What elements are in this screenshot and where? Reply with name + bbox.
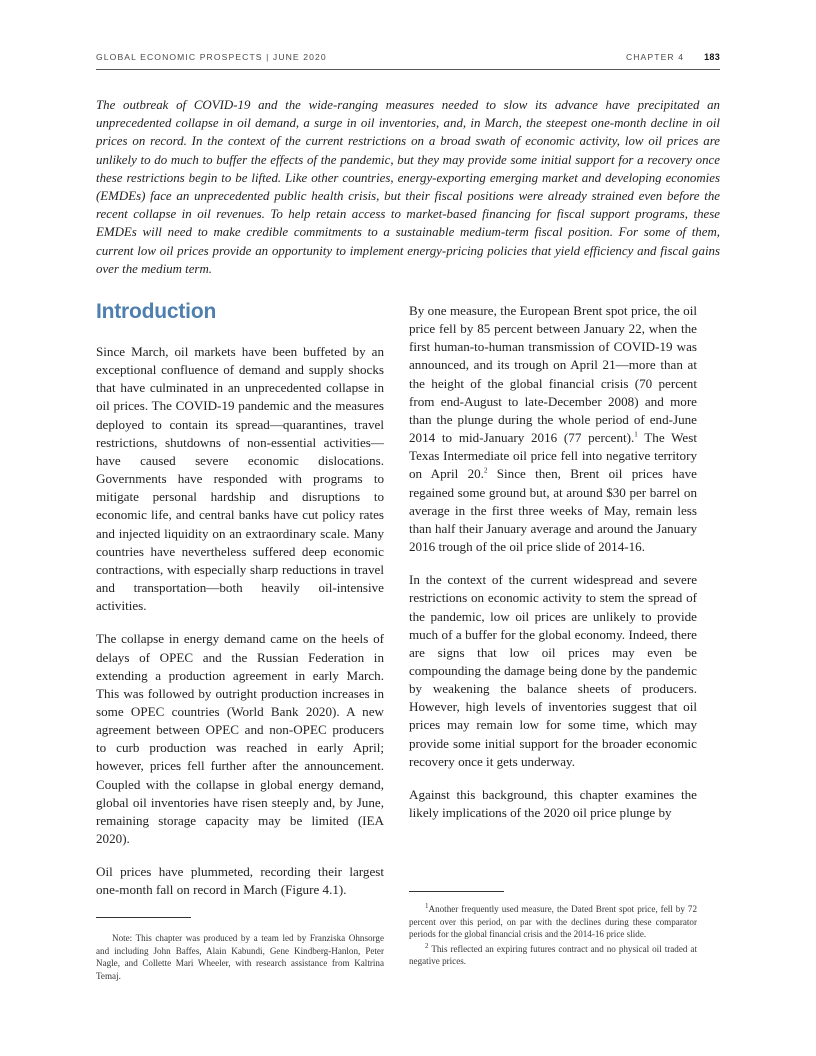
paragraph-text: By one measure, the European Brent spot price, the oil price fell by 85 percent between January 22, when the first human-to-human transmission of COVID-19 was announced, and its trough on April 21—more than at the height of the global financial crisis (70 percent from end-August to late-December 2008) and more than the plunge during the whole period of end-June 2014 to mid-January 2016 (77 percent). [409,303,697,446]
footnote-2 [409,943,697,968]
footnote-1 [409,903,697,941]
footnote-ref-2: 2 [483,467,488,476]
left-column [96,298,384,915]
footnote-mark: 2 [425,941,429,950]
body-paragraph [409,302,697,556]
body-paragraph: Against this background, this chapter examines the likely implications of the 2020 oil price plunge by [409,786,697,821]
body-paragraph: Oil prices have plummeted, recording their largest one-month fall on record in March (Figure 4.1). [96,864,384,898]
running-header-title: GLOBAL ECONOMIC PROSPECTS | JUNE 2020 [96,52,327,62]
running-header-right [626,52,720,62]
paragraph-text: The West Texas Intermediate oil price fell into negative territory on April 20. [409,430,697,482]
footnote-text: Another frequently used measure, the Dated Brent spot price, fell by 72 percent over this period, on par with the declines during these comparator periods for the global financial crisis and the 2014-16 price slide. [409,904,697,940]
footnote-rule [409,891,504,892]
paragraph-text: Since then, Brent oil prices have regained some ground but, at around $30 per barrel on average in the first three weeks of May, remain less than half their January average and around the January 2016 trough of the oil price slide of 2014-16. [409,466,697,555]
body-paragraph: In the context of the current widespread and severe restrictions on economic activity to stem the spread of the pandemic, low oil prices are unlikely to provide much of a buffer for the global economy. Indeed, there are signs that low oil prices may even be compounding the damage being done by the pandemic by weakening the balance sheets of producers. However, high levels of inventories suggest that oil prices may remain low for some time, which may provide some initial support for the broader economic recovery once it gets underway. [409,572,697,769]
note-text: Note: This chapter was produced by a team led by Franziska Ohnsorge and including John Baffes, Alain Kabundi, Gene Kindberg-Hanlon, Peter Nagle, and Collette Mari Wheeler, with research assistance from Kaltrina Temaj. [96,933,384,981]
body-paragraph: The collapse in energy demand came on the heels of delays of OPEC and the Russian Federation in extending a production agreement in early March. This was followed by outright production increases in some OPEC countries (World Bank 2020). A new agreement between OPEC and non-OPEC producers to curb production was reached in early April; however, prices fell further after the announcement. Coupled with the collapse in global energy demand, global oil inventories have risen steeply and, by June, remaining storage capacity may be limited (IEA 2020). [96,631,384,847]
footnote-rule [96,917,191,918]
right-column [409,302,697,837]
footnote-ref-1: 1 [634,430,638,439]
header-rule [96,69,720,70]
body-paragraph: Since March, oil markets have been buffeted by an exceptional confluence of demand and supply shocks that have culminated in an unprecedented collapse in oil prices. The COVID-19 pandemic and the measures deployed to contain its spread—quarantines, travel restrictions, shutdowns of non-essential activities—have caused severe economic dislocations. Governments have responded with programs to mitigate personal hardship and disruptions to economic life, and central banks have cut policy rates and injected liquidity on an extraordinary scale. Many countries have nevertheless suffered deep economic contractions, with especially sharp reductions in travel and transportation—both heavily oil-intensive activities. [96,344,384,614]
chapter-note [96,932,384,984]
footnote-mark: 1 [425,901,429,910]
running-header [96,52,720,66]
footnotes [409,903,697,970]
footnote-text: This reflected an expiring futures contract and no physical oil traded at negative prices. [409,943,697,967]
section-heading-introduction: Introduction [96,300,217,323]
chapter-abstract: The outbreak of COVID-19 and the wide-ranging measures needed to slow its advance have precipitated an unprecedented collapse in oil demand, a surge in oil inventories, and, in March, the steepest one-month decline in oil prices on record. In the context of the current restrictions on a broad swath of economic activity, low oil prices are unlikely to do much to buffer the effects of the pandemic, but they may provide some initial support for a recovery once these restrictions begin to be lifted. Like other countries, energy-exporting emerging market and developing economies (EMDEs) face an unprecedented public health crisis, but their fiscal positions were already strained even before the recent collapse in oil revenues. To help retain access to market-based financing for fiscal support programs, these EMDEs will need to make credible commitments to a sustainable medium-term fiscal position. For some of them, current low oil prices provide an opportunity to implement energy-pricing policies that yield efficiency and fiscal gains over the medium term. [96,98,720,276]
page-number: 183 [704,52,720,62]
chapter-label: CHAPTER 4 [625,52,685,62]
